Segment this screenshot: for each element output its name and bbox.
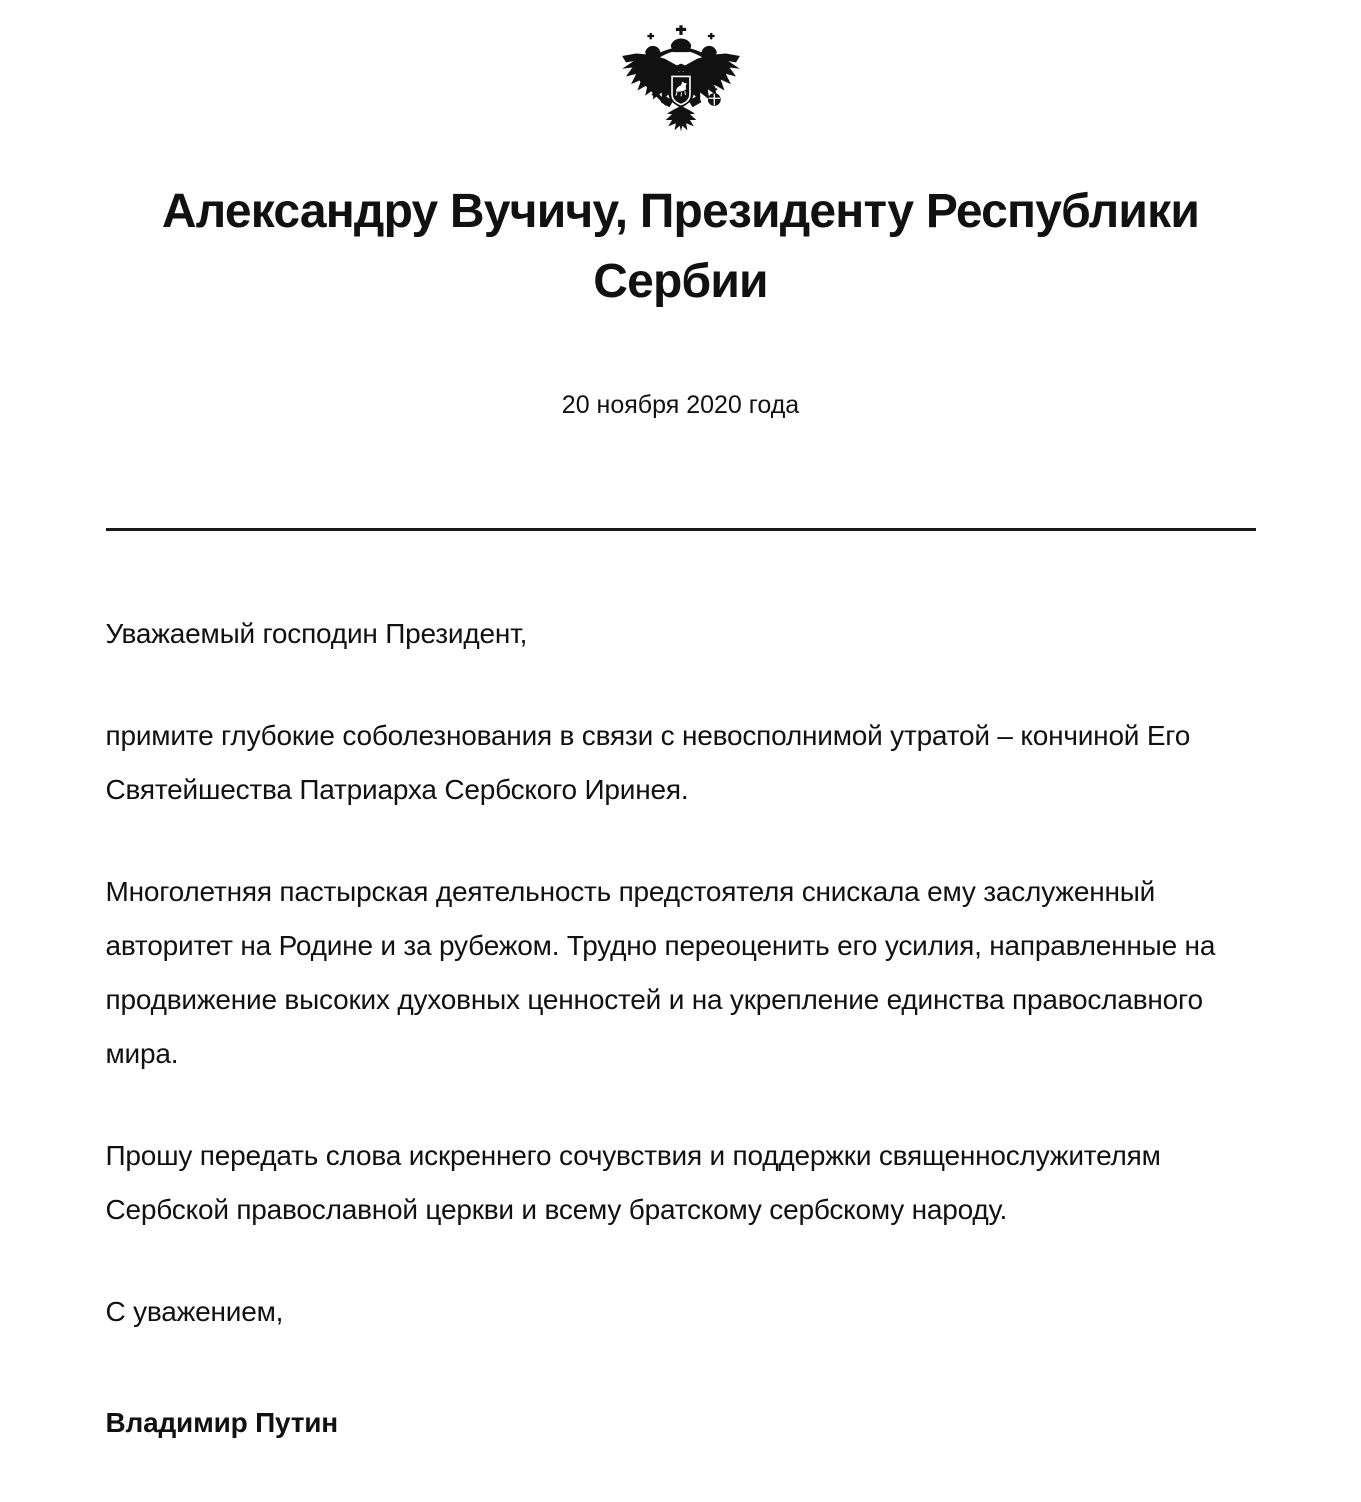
letter-date: 20 ноября 2020 года <box>561 391 800 420</box>
letter-header <box>106 25 1256 420</box>
letter-page <box>106 0 1256 1502</box>
letter-paragraph: примите глубокие соболезнования в связи с невосполнимой утратой – кончиной Его Святейшества Патриарха Сербского Иринея. <box>105 720 1191 806</box>
letter-body <box>106 607 1256 1497</box>
signature: Владимир Путин <box>105 1406 338 1438</box>
divider <box>106 528 1256 531</box>
closing: С уважением, <box>105 1296 284 1328</box>
letter-paragraph: Прошу передать слова искреннего сочувствия и поддержки священнослужителям Сербской православной церкви и всему братскому сербскому народу. <box>105 1140 1161 1226</box>
salutation: Уважаемый господин Президент, <box>105 618 528 650</box>
page-title: Александру Вучичу, Президенту Республики Сербии <box>161 185 1200 308</box>
letter-paragraph: Многолетняя пастырская деятельность предстоятеля снискала ему заслуженный авторитет на Родине и за рубежом. Трудно переоценить его усилия, направленные на продвижение высоких духовных ценностей и на укрепление единства православного мира. <box>105 876 1216 1070</box>
emblem <box>106 25 1256 151</box>
coat-of-arms-icon <box>617 138 745 155</box>
